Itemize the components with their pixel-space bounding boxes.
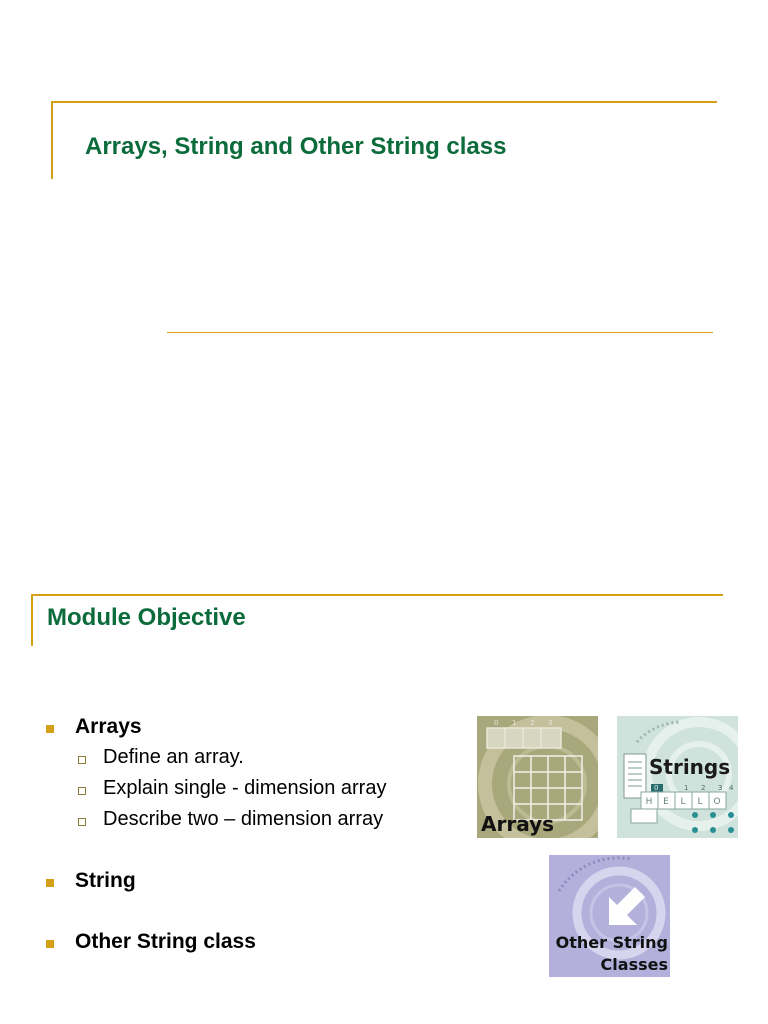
slide1-title: Arrays, String and Other String class [85, 133, 507, 160]
sub-bullet-marker [78, 787, 86, 795]
slide2-title: Module Objective [47, 604, 246, 631]
bullet-other-string-class: Other String class [75, 930, 256, 953]
arrays-index-3: 3 [548, 719, 553, 727]
slide2-top-rule [31, 594, 723, 596]
bullet-marker-string [46, 879, 54, 887]
sub-bullet-two-dimension: Describe two – dimension array [103, 808, 384, 830]
strings-tile-image [617, 716, 738, 838]
arrays-tile-label: Arrays [481, 812, 555, 836]
sub-bullet-marker [78, 756, 86, 764]
arrays-tile-image [477, 716, 598, 838]
slide1-top-rule [51, 101, 717, 103]
strings-index-0: 0 [654, 784, 659, 792]
arrays-index-2: 2 [530, 719, 535, 727]
bullet-marker-other-string [46, 940, 54, 948]
strings-letter-l1: L [680, 797, 686, 807]
other-string-classes-tile-image [549, 855, 670, 977]
sub-bullet-define-array: Define an array. [103, 746, 244, 768]
sub-bullet-marker [78, 818, 86, 826]
strings-letter-o: O [713, 797, 721, 807]
strings-index-2: 2 [701, 784, 706, 792]
bullet-arrays: Arrays [75, 715, 142, 738]
strings-index-3: 3 [718, 784, 723, 792]
slide1-left-rule [51, 101, 53, 179]
other-string-label-line2: Classes [600, 955, 668, 974]
strings-letter-h: H [645, 797, 653, 807]
slide1-divider [167, 332, 713, 333]
arrays-index-0: 0 [494, 719, 499, 727]
slide2-left-rule [31, 594, 33, 646]
bullet-marker-arrays [46, 725, 54, 733]
strings-letter-e: E [663, 797, 669, 807]
strings-tile-label: Strings [649, 755, 731, 779]
strings-index-1: 1 [684, 784, 689, 792]
arrays-index-1: 1 [512, 719, 517, 727]
sub-bullet-single-dimension: Explain single - dimension array [103, 777, 387, 799]
other-string-classes-tile-label [549, 932, 668, 976]
other-string-label-line1: Other String [555, 933, 668, 952]
strings-index-4: 4 [729, 784, 734, 792]
bullet-string: String [75, 869, 136, 892]
strings-letter-l2: L [697, 797, 703, 807]
